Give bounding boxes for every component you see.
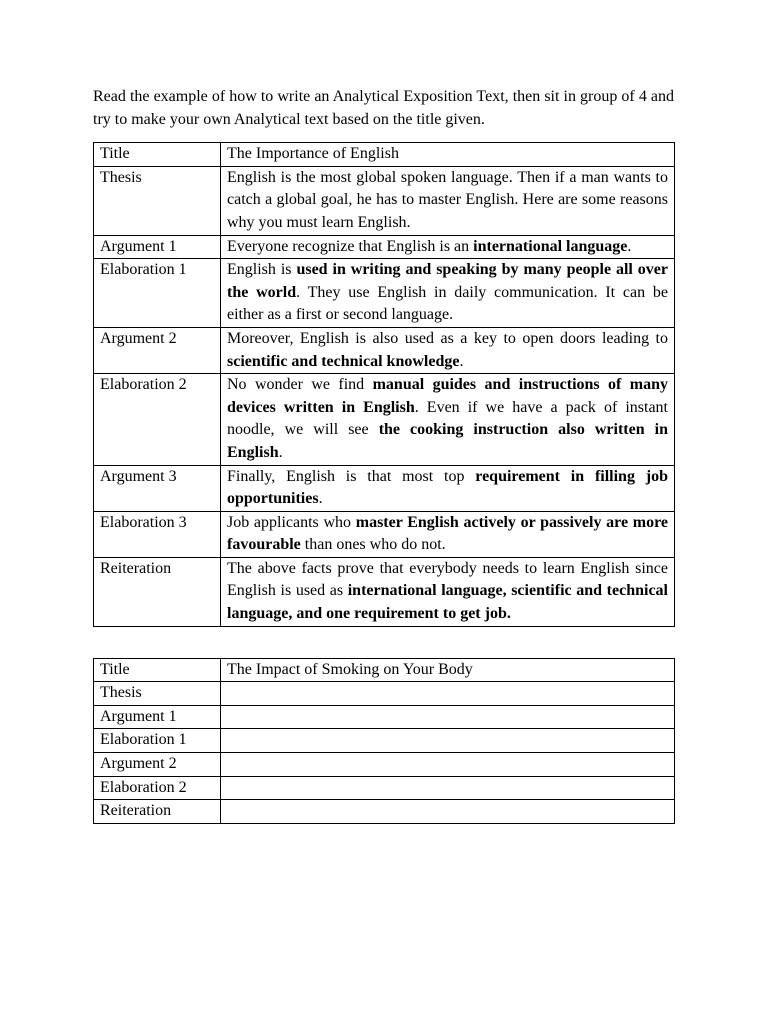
row-content xyxy=(221,511,675,557)
text-segment: Job applicants who xyxy=(227,513,356,531)
text-segment: English is the most global spoken language. Then if a man wants to catch a global goal, he has to master English. Here are some reasons why you must learn English. xyxy=(227,168,668,231)
row-label: Elaboration 2 xyxy=(94,776,221,800)
row-content xyxy=(221,374,675,465)
row-content xyxy=(221,557,675,626)
task-row-argument-1 xyxy=(94,705,675,729)
empty-answer-cell[interactable] xyxy=(221,776,675,800)
empty-answer-cell[interactable] xyxy=(221,753,675,777)
text-segment: . xyxy=(278,443,283,461)
task-table-body xyxy=(94,658,675,823)
row-label: Argument 3 xyxy=(94,465,221,511)
bold-text-segment: master English actively or passively are more favourable xyxy=(227,513,668,554)
empty-answer-cell[interactable] xyxy=(221,800,675,824)
example-row-elaboration-1 xyxy=(94,259,675,328)
bold-text-segment: the cooking instruction also written in English xyxy=(227,421,668,461)
row-label: Title xyxy=(94,143,221,167)
example-row-argument-1 xyxy=(94,235,675,259)
bold-text-segment: international language, scientific and technical language, and one requirement to get job. xyxy=(227,582,668,623)
document-page xyxy=(93,86,674,824)
row-label: Thesis xyxy=(94,682,221,706)
row-content xyxy=(221,166,675,235)
task-analytical-exposition-table xyxy=(93,658,675,824)
row-content xyxy=(221,327,675,373)
task-row-elaboration-1 xyxy=(94,729,675,753)
text-segment: No wonder we find xyxy=(227,376,373,394)
task-row-thesis xyxy=(94,682,675,706)
instructions-paragraph: Read the example of how to write an Analytical Exposition Text, then sit in group of 4 and try to make your own Analytical text based on the title given. xyxy=(93,88,674,128)
task-row-elaboration-2 xyxy=(94,776,675,800)
text-segment: . xyxy=(459,352,464,370)
example-row-argument-2 xyxy=(94,327,675,373)
row-label: Reiteration xyxy=(94,800,221,824)
text-segment: . xyxy=(318,490,323,508)
bold-text-segment: requirement in filling job opportunities xyxy=(227,467,668,508)
text-segment: . They use English in daily communication. It can be either as a first or second language. xyxy=(227,283,668,324)
bold-text-segment: scientific and technical knowledge xyxy=(227,352,460,370)
row-content xyxy=(221,235,675,259)
text-segment: . xyxy=(627,237,632,255)
example-row-elaboration-3 xyxy=(94,511,675,557)
row-label: Elaboration 3 xyxy=(94,511,221,557)
example-row-thesis xyxy=(94,166,675,235)
text-segment: English is xyxy=(227,261,297,279)
row-label: Argument 1 xyxy=(94,235,221,259)
row-label: Argument 2 xyxy=(94,327,221,373)
bold-text-segment: international language xyxy=(473,237,628,255)
example-row-elaboration-2 xyxy=(94,374,675,465)
example-row-argument-3 xyxy=(94,465,675,511)
text-segment: Everyone recognize that English is an xyxy=(227,237,474,255)
row-content xyxy=(221,465,675,511)
row-content xyxy=(221,143,675,167)
example-analytical-exposition-table xyxy=(93,142,675,626)
text-segment: The Importance of English xyxy=(227,145,399,163)
task-row-title xyxy=(94,658,675,682)
row-content xyxy=(221,259,675,328)
text-segment: The above facts prove that everybody needs to learn English since English is used as xyxy=(227,559,668,600)
row-label: Argument 2 xyxy=(94,753,221,777)
row-label: Elaboration 1 xyxy=(94,259,221,328)
text-segment: Moreover, English is also used as a key to open doors leading to xyxy=(227,329,668,347)
row-label: Elaboration 1 xyxy=(94,729,221,753)
example-row-reiteration xyxy=(94,557,675,626)
task-row-argument-2 xyxy=(94,753,675,777)
row-label: Argument 1 xyxy=(94,705,221,729)
empty-answer-cell[interactable] xyxy=(221,705,675,729)
row-label: Reiteration xyxy=(94,557,221,626)
empty-answer-cell[interactable] xyxy=(221,729,675,753)
row-label: Elaboration 2 xyxy=(94,374,221,465)
text-segment: Finally, English is that most top xyxy=(227,467,476,485)
example-row-title xyxy=(94,143,675,167)
text-segment: . Even if we have a pack of instant noodle, we will see xyxy=(227,398,668,439)
bold-text-segment: used in writing and speaking by many people all over the world xyxy=(227,261,669,301)
table-spacer xyxy=(93,627,674,658)
task-row-reiteration xyxy=(94,800,675,824)
row-content: The Impact of Smoking on Your Body xyxy=(221,658,675,682)
row-label: Thesis xyxy=(94,166,221,235)
text-segment: than ones who do not. xyxy=(300,536,446,554)
row-label: Title xyxy=(94,658,221,682)
empty-answer-cell[interactable] xyxy=(221,682,675,706)
bold-text-segment: manual guides and instructions of many devices written in English xyxy=(227,376,669,416)
example-table-body xyxy=(94,143,675,626)
